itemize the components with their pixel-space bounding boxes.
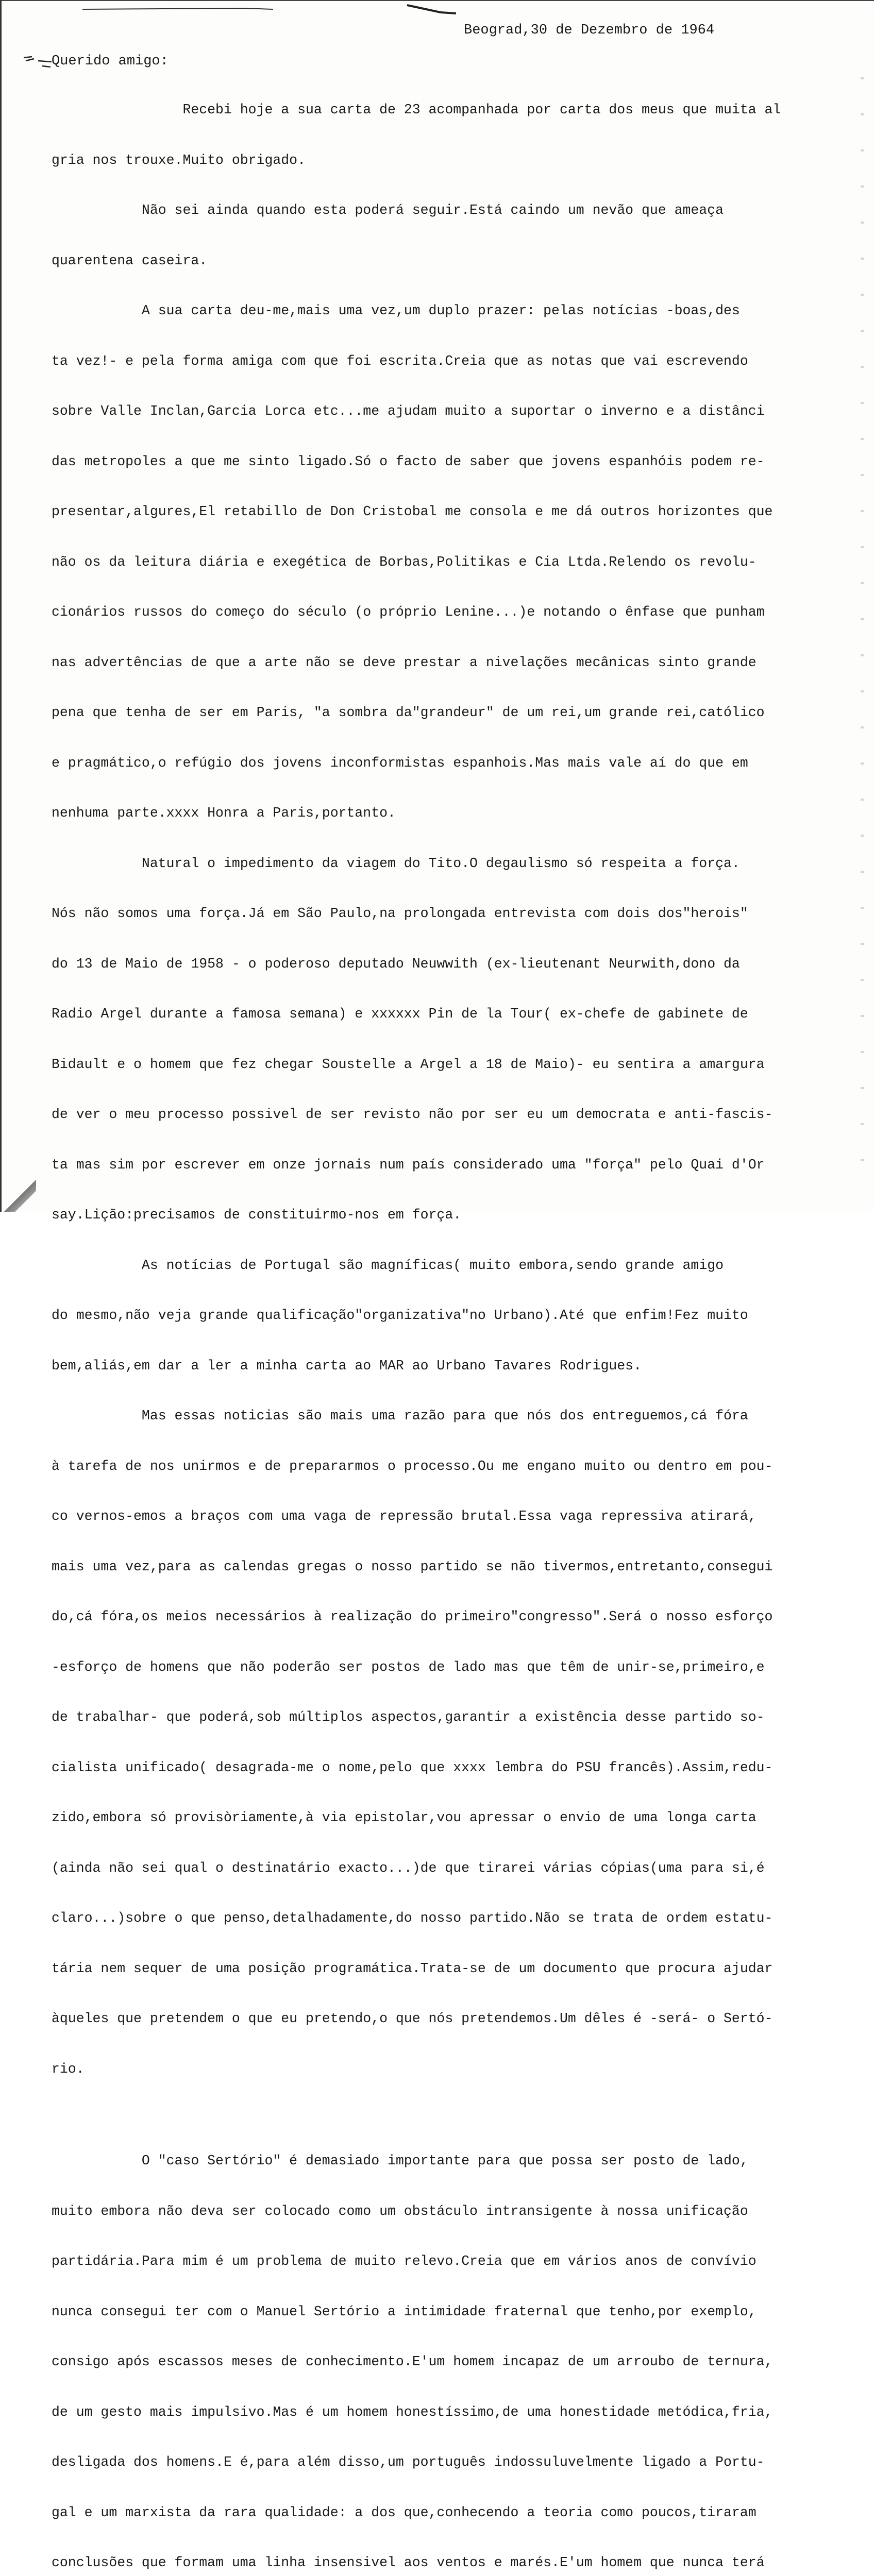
letter-line: gal e um marxista da rara qualidade: a dos que,conhecendo a teoria como poucos,tiraram — [52, 2504, 757, 2520]
letter-line: zido,embora só provisòriamente,à via epistolar,vou apressar o envio de uma longa carta — [52, 1810, 757, 1825]
letter-line: nunca consegui ter com o Manuel Sertório a intimidade fraternal que tenho,por exemplo, — [52, 2303, 757, 2319]
letter-line: -esforço de homens que não poderão ser postos de lado mas que têm de unir-se,primeiro,e — [52, 1659, 765, 1675]
letter-line: do,cá fóra,os meios necessários à realização do primeiro"congresso".Será o nosso esforço — [52, 1609, 773, 1624]
letter-salutation: Querido amigo: — [52, 54, 169, 69]
letter-line: àqueles que pretendem o que eu pretendo,o que nós pretendemos.Um dêles é -será- o Sertó- — [52, 2011, 773, 2026]
page-left-edge — [0, 0, 2, 1212]
letter-line: Natural o impedimento da viagem do Tito.O degaulismo só respeita a força. — [52, 855, 740, 871]
letter-line: A sua carta deu-me,mais uma vez,um duplo prazer: pelas notícias -boas,des — [52, 303, 740, 318]
letter-line: de um gesto mais impulsivo.Mas é um homem honestíssimo,de uma honestidade metódica,fria, — [52, 2404, 773, 2420]
letter-line: das metropoles a que me sinto ligado.Só o facto de saber que jovens espanhóis podem re- — [52, 453, 765, 469]
letter-line: nas advertências de que a arte não se deve prestar a nivelações mecânicas sinto grande — [52, 654, 757, 670]
page-right-edge-marks — [861, 62, 864, 1195]
letter-line: sobre Valle Inclan,Garcia Lorca etc...me ajudam muito a suportar o inverno e a distânci — [52, 403, 765, 419]
letter-line: (ainda não sei qual o destinatário exacto...)de que tirarei várias cópias(uma para si,é — [52, 1860, 765, 1876]
letter-line: Recebi hoje a sua carta de 23 acompanhada por carta dos meus que muita al — [52, 102, 781, 117]
letter-line: cialista unificado( desagrada-me o nome,pelo que xxxx lembra do PSU francês).Assim,redu- — [52, 1759, 773, 1775]
letter-line: e pragmático,o refúgio dos jovens inconformistas espanhois.Mas mais vale aí do que em — [52, 755, 748, 771]
letter-line: Não sei ainda quando esta poderá seguir.Está caindo um nevão que ameaça — [52, 202, 724, 218]
letter-line: de ver o meu processo possivel de ser revisto não por ser eu um democrata e anti-fascis- — [52, 1107, 773, 1122]
letter-line: não os da leitura diária e exegética de Borbas,Politikas e Cia Ltda.Relendo os revolu- — [52, 554, 757, 570]
letter-line: quarentena caseira. — [52, 252, 208, 268]
letter-line: Mas essas noticias são mais uma razão para que nós dos entreguemos,cá fóra — [52, 1408, 748, 1423]
letter-line: bem,aliás,em dar a ler a minha carta ao MAR ao Urbano Tavares Rodrigues. — [52, 1358, 642, 1374]
letter-line: conclusões que formam uma linha insensivel aos ventos e marés.E'um homem que nunca terá — [52, 2555, 765, 2570]
letter-dateline: Beograd,30 de Dezembro de 1964 — [464, 23, 715, 38]
letter-line: desligada dos homens.E é,para além disso,um português indossuluvelmente ligado a Portu- — [52, 2454, 765, 2470]
letter-line: presentar,algures,El retabillo de Don Cristobal me consola e me dá outros horizontes que — [52, 504, 773, 519]
letter-line: ta mas sim por escrever em onze jornais num país considerado uma "força" pelo Quai d'Or — [52, 1157, 765, 1173]
letter-line: cionários russos do começo do século (o próprio Lenine...)e notando o ênfase que punham — [52, 604, 765, 620]
margin-ink-mark — [23, 54, 53, 69]
letter-line: mais uma vez,para as calendas gregas o nosso partido se não tivermos,entretanto,consegui — [52, 1558, 773, 1574]
letter-line: pena que tenha de ser em Paris, "a sombra da"grandeur" de um rei,um grande rei,católico — [52, 705, 765, 720]
letter-line: muito embora não deva ser colocado como um obstáculo intransigente à nossa unificação — [52, 2203, 748, 2219]
letter-line: Radio Argel durante a famosa semana) e xxxxxx Pin de la Tour( ex-chefe de gabinete de — [52, 1006, 748, 1022]
letter-line: tária nem sequer de uma posição programática.Trata-se de um documento que procura ajudar — [52, 1960, 773, 1976]
letter-line: co vernos-emos a braços com uma vaga de repressão brutal.Essa vaga repressiva atirará, — [52, 1509, 757, 1524]
page-corner-fold — [0, 1176, 36, 1212]
letter-line: ta vez!- e pela forma amiga com que foi escrita.Creia que as notas que vai escrevendo — [52, 353, 748, 369]
letter-line: do mesmo,não veja grande qualificação"organizativa"no Urbano).Até que enfim!Fez muito — [52, 1308, 748, 1323]
letter-line: Bidault e o homem que fez chegar Soustelle a Argel a 18 de Maio)- eu sentira a amargura — [52, 1056, 765, 1072]
letter-line: claro...)sobre o que penso,detalhadamente,do nosso partido.Não se trata de ordem estatu- — [52, 1910, 773, 1926]
letter-line: de trabalhar- que poderá,sob múltiplos aspectos,garantir a existência desse partido so- — [52, 1709, 765, 1725]
letter-line: partidária.Para mim é um problema de muito relevo.Creia que em vários anos de convívio — [52, 2253, 757, 2269]
letter-line: nenhuma parte.xxxx Honra a Paris,portanto. — [52, 805, 396, 821]
letter-line: gria nos trouxe.Muito obrigado. — [52, 152, 306, 168]
paragraph-gap — [52, 2111, 835, 2119]
letter-line: As notícias de Portugal são magníficas( muito embora,sendo grande amigo — [52, 1257, 724, 1273]
letter-line: do 13 de Maio de 1958 - o poderoso deputado Neuwwith (ex-lieutenant Neurwith,dono da — [52, 956, 740, 972]
letter-line: say.Lição:precisamos de constituirmo-nos em força. — [52, 1207, 462, 1223]
letter-line: O "caso Sertório" é demasiado importante para que possa ser posto de lado, — [52, 2153, 748, 2168]
letter-line: à tarefa de nos unirmos e de prepararmos o processo.Ou me engano muito ou dentro em pou- — [52, 1458, 773, 1474]
letter-body — [52, 68, 835, 2576]
header-ink-stroke — [77, 3, 459, 16]
letter-line: Nós não somos uma força.Já em São Paulo,na prolongada entrevista com dois dos"herois" — [52, 906, 748, 921]
letter-line: rio. — [52, 2061, 85, 2077]
letter-line: consigo após escassos meses de conhecimento.E'um homem incapaz de um arroubo de ternura, — [52, 2354, 773, 2369]
